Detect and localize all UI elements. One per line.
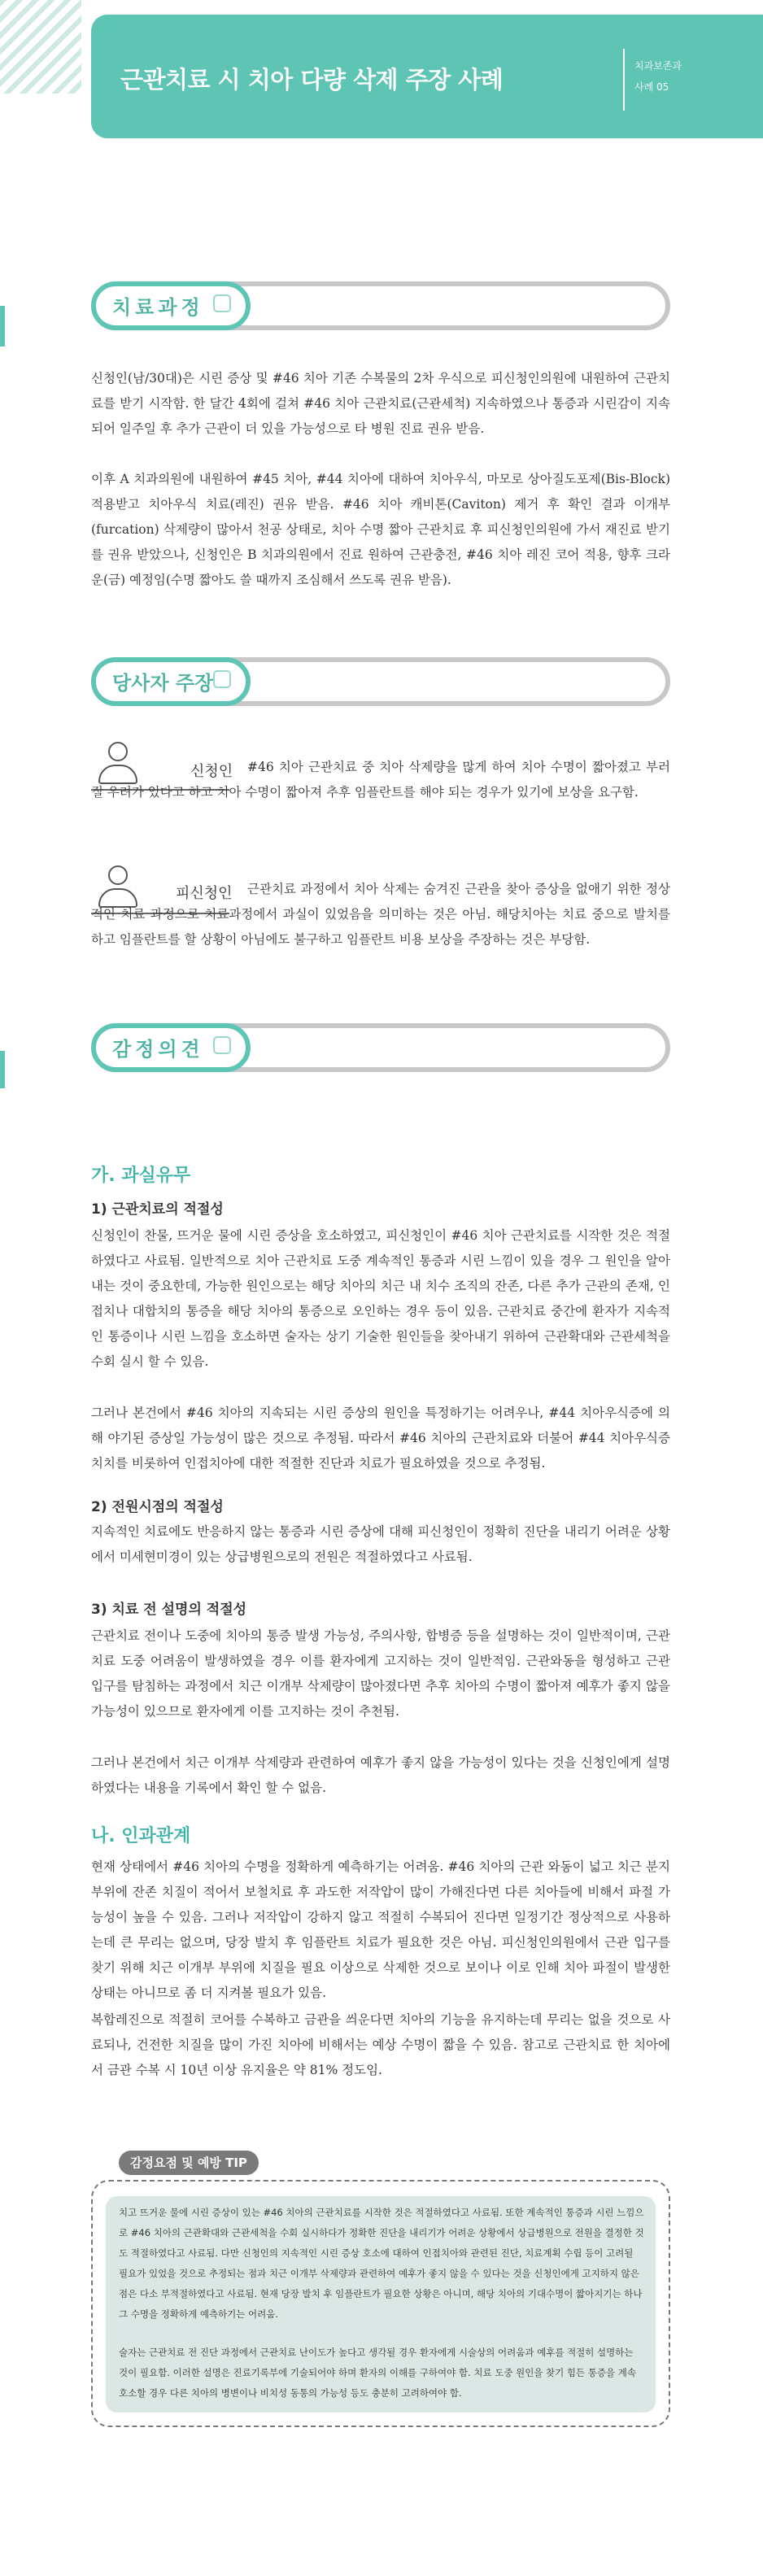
section-treatment-header [91,281,670,330]
item-heading: 3) 치료 전 설명의 적절성 [91,1602,247,1618]
treatment-paragraph: 이후 A 치과의원에 내원하여 #45 치아, #44 치아에 대하여 치아우식, 마모로 상아질도포제(Bis-Block) 적용받고 치아우식 치료(레진) 권유 받음. #46 치아 캐비톤(Caviton) 제거 후 확인 결과 이개부(furcation) 삭제량이 많아서 천공 상태로, 치아 수명 짧아 근관치료 후 피신청인의원에 가서 재진료 받기를 권유 받았으나, 신청인은 B 치과의원에서 진료 원하여 근관충전, #46 치아 레진 코어 적용, 향후 크라운(금) 예정임(수명 짧아도 쓸 때까지 조심해서 쓰도록 권유 받음). [91,472,670,587]
opinion-paragraph: 지속적인 치료에도 반응하지 않는 통증과 시린 증상에 대해 피신청인이 정확히 진단을 내리기 어려운 상황에서 미세현미경이 있는 상급병원으로의 전원은 적절하였다고 사료됨. [91,1524,670,1564]
page-header [91,15,763,138]
section-icon [213,294,231,312]
negligence-heading: 가. 과실유무 [91,1166,191,1186]
causality-paragraph: 현재 상태에서 #46 치아의 수명을 정확하게 예측하기는 어려움. #46 치아의 근관 와동이 넓고 치근 분지 부위에 잔존 치질이 적어서 보철치료 후 과도한 저작압이 많이 가해진다면 다른 치아들에 비해서 파절 가능성이 높을 수 있음. 그러나 저작압이 강하지 않고 적절히 수복되어 진다면 일정기간 정상적으로 사용하는데 큰 무리는 없으며, 당장 발치 후 임플란트 치료가 필요한 것은 아님. 피신청인의원에서 근관 입구를 찾기 위해 치근 이개부 부위에 치질을 필요 이상으로 삭제한 것으로 보이나 이로 인해 치아 파절이 발생한 상태는 아니므로 좀 더 지켜볼 필요가 있음. [91,1859,670,2000]
treatment-paragraph: 신청인(남/30대)은 시린 증상 및 #46 치아 기존 수복물의 2차 우식으로 피신청인의원에 내원하여 근관치료를 받기 시작함. 한 달간 4회에 걸쳐 #46 치아 근관치료(근관세척) 지속하였으나 통증과 시린감이 지속되어 일주일 후 추가 근관이 더 있을 가능성으로 타 병원 진료 권유 받음. [91,371,670,436]
causality-heading: 나. 인과관계 [91,1826,191,1846]
section-claims-header [91,657,670,706]
page-title: 근관치료 시 치아 다량 삭제 주장 사례 [120,66,504,94]
item-heading: 1) 근관치료의 적절성 [91,1201,224,1218]
applicant-claim-body: #46 치아 근관치료 중 치아 삭제량을 많게 하여 치아 수명이 짧아졌고 부러질 우려가 있다고 하고 치아 수명이 짧아져 추후 임플란트를 해야 되는 경우가 있기에 보상을 요구함. [91,760,670,800]
opinion-paragraph: 그러나 본건에서 #46 치아의 지속되는 시린 증상의 원인을 특정하기는 어려우나, #44 치아우식증에 의해 야기된 증상일 가능성이 많은 것으로 추정됨. 따라서 #46 치아의 근관치료와 더불어 #44 치아우식증 치치를 비롯하여 인접치아에 대한 적절한 진단과 치료가 필요하였을 것으로 추정됨. [91,1406,670,1471]
item-heading: 2) 전원시점의 적절성 [91,1499,224,1515]
tip-paragraph: 술자는 근관치료 전 진단 과정에서 근관치료 난이도가 높다고 생각될 경우 환자에게 시술상의 어려움과 예후를 적절히 설명하는 것이 필요함. 이러한 설명은 진료기록부에 기술되어야 하며 환자의 이해를 구하여야 함. 치료 도중 원인을 찾기 힘든 통증을 계속 호소할 경우 다른 치아의 병변이나 비치성 동통의 가능성 등도 충분히 고려하여야 함. [119,2347,637,2399]
section-title: 치료과정 [112,296,204,319]
section-title: 감정의견 [112,1038,204,1061]
opinion-paragraph: 근관치료 전이나 도중에 치아의 통증 발생 가능성, 주의사항, 합병증 등을 설명하는 것이 일반적이며, 근관치료 도중 어려움이 발생하였을 경우 이를 환자에게 고지하는 것이 일반적임. 근관와동을 형성하고 근관 입구를 탐침하는 과정에서 치근 이개부 삭제량이 많아졌다면 추후 치아의 수명이 짧아져 예후가 좋지 않을 가능성이 있으므로 환자에게 이를 고지하는 것이 추천됨. [91,1628,670,1719]
causality-paragraph: 복합레진으로 적절히 코어를 수복하고 금관을 씌운다면 치아의 기능을 유지하는데 무리는 없을 것으로 사료되나, 건전한 치질을 많이 가진 치아에 비해서는 예상 수명이 짧을 수 있음. 참고로 근관치료 한 치아에서 금관 수복 시 10년 이상 유지율은 약 81% 정도임. [91,2012,670,2077]
header-divider [623,49,625,111]
tip-paragraph: 치고 뜨거운 물에 시린 증상이 있는 #46 치아의 근관치료를 시작한 것은 적절하였다고 사료됨. 또한 계속적인 통증과 시린 느낌으로 #46 치아의 근관확대와 근관세척을 수회 실시하다가 정확한 진단을 내리기가 어려운 상황에서 상급병원으로 전원을 결정한 것도 적절하였다고 사료됨. 다만 신청인의 지속적인 시린 증상 호소에 대하여 인접치아와 관련된 진단, 치료계획 수립 등이 고려될 필요가 있었을 것으로 추정되는 점과 치근 이개부 삭제량과 관련하여 예후가 좋지 않을 수 있다는 것을 신청인에게 고지하지 않은 점은 다소 부적절하였다고 사료됨. 현재 당장 발치 후 임플란트가 필요한 상황은 아니며, 해당 치아의 기대수명이 짧아지기는 하나 그 수명을 정확하게 예측하기는 어려움. [119,2207,644,2320]
section-left-marker [0,1051,5,1088]
respondent-label: 피신청인 [176,885,233,902]
applicant-label: 신청인 [190,763,233,780]
opinion-paragraph: 신청인이 찬물, 뜨거운 물에 시린 증상을 호소하였고, 피신청인이 #46 치아 근관치료를 시작한 것은 적절하였다고 사료됨. 일반적으로 치아 근관치료 도중 계속적인 통증과 시린 느낌이 있을 경우 그 원인을 알아내는 것이 중요한데, 가능한 원인으로는 해당 치아의 치근 내 치수 조직의 잔존, 다른 추가 근관의 존재, 인접치나 대합치의 통증을 해당 치아의 통증으로 오인하는 경우 등이 있음. 근관치료 중간에 환자가 지속적인 통증이나 시린 느낌을 호소하면 술자는 상기 기술한 원인들을 찾아내기 위하여 근관확대와 근관세척을 수회 실시 할 수 있음. [91,1228,670,1369]
section-icon [213,670,231,688]
header-hatch-decoration [0,0,81,94]
section-opinion-header [91,1023,670,1072]
case-number: 사례 05 [634,81,669,93]
respondent-claim [91,877,670,952]
respondent-claim-body: 근관치료 과정에서 치아 삭제는 숨겨진 근관을 찾아 증상을 없애기 위한 정상적인 치료 과정으로 치료과정에서 과실이 있었음을 의미하는 것은 아님. 해당치아는 치료 중으로 발치를 하고 임플란트를 할 상황이 아님에도 불구하고 임플란트 비용 보상을 주장하는 것은 부당함. [91,882,670,947]
section-left-marker [0,306,5,347]
applicant-claim [91,755,670,805]
series-info [634,55,682,98]
section-icon [213,1036,231,1054]
section-title: 당사자 주장 [112,672,214,695]
tip-label: 감정요점 및 예방 TIP [119,2151,259,2175]
series-label: 치과보존과 [634,60,682,72]
opinion-paragraph: 그러나 본건에서 치근 이개부 삭제량과 관련하여 예후가 좋지 않을 가능성이 있다는 것을 신청인에게 설명하였다는 내용을 기록에서 확인 할 수 없음. [91,1755,670,1795]
